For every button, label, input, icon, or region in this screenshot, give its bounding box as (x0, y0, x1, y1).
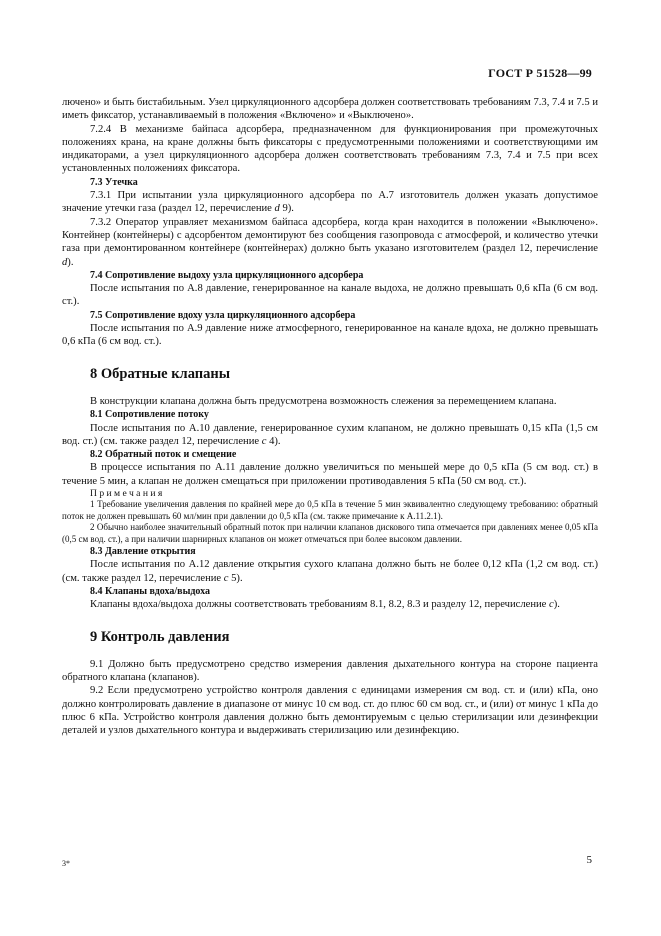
heading-7-5: 7.5 Сопротивление вдоху узла циркуляционного адсорбера (90, 309, 356, 321)
heading-8-3: 8.3 Давление открытия (90, 546, 196, 558)
heading-7-3: 7.3 Утечка (90, 176, 138, 188)
heading-8-4: 8.4 Клапаны вдоха/выдоха (90, 585, 211, 597)
section-title-9: 9 Контроль давления (90, 628, 230, 645)
paragraph-8-2: В процессе испытания по А.11 давление должно увеличиться по меньшей мере до 0,5 кПа (5 см вод. ст.) в течение 5 мин, а клапан не должен смещаться при приложении противодавления 5 кПа (50 см вод. ст.). (62, 462, 598, 487)
note-1: 1 Требование увеличения давления по крайней мере до 0,5 кПа в течение 5 мин эквивалентно следующему требованию: обратный поток не должен превышать 60 мл/мин при давлении до 0,5 кПа (см. также примечание к А.11.2.1). (62, 499, 598, 521)
paragraph-9-1: 9.1 Должно быть предусмотрено средство измерения давления дыхательного контура на стороне пациента обратного клапана (клапанов). (62, 658, 598, 684)
page-content (62, 96, 598, 738)
paragraph-7-2-4: 7.2.4 В механизме байпаса адсорбера, предназначенном для функционирования при промежуточных положениях крана, на кране должны быть фиксаторы с предусмотренными положениями и соответствующими им индикаторами, а узел циркуляционного адсорбера должен соответствовать требованиям 7.3, 7.4 и 7.5 при всех установленных положениях фиксатора. (62, 123, 598, 175)
paragraph-continuation: лючено» и быть бистабильным. Узел циркуляционного адсорбера должен соответствовать требованиям 7.3, 7.4 и 7.5 и иметь фиксатор, устанавливаемый в положения «Включено» и «Выключено». (62, 97, 598, 122)
paragraph-8-3: После испытания по А.12 давление открытия сухого клапана должно быть не более 0,12 кПа (1,2 см вод. ст.) (см. также раздел 12, перечисление c 5). (62, 559, 598, 584)
paragraph-7-5: После испытания по А.9 давление ниже атмосферного, генерированное на канале вдоха, не должно превышать 0,6 кПа (6 см вод. ст.). (62, 323, 598, 348)
paragraph-7-3-2: 7.3.2 Оператор управляет механизмом байпаса адсорбера, когда кран находится в положении «Выключено». Контейнер (контейнеры) с адсорбентом демонтируют без сообщения газопровода с атмосферой, и количество утечки газа при демонтированном контейнере (контейнерах) должно быть указано изготовителем (раздел 12, перечисление d). (62, 216, 598, 268)
paragraph-7-3-1: 7.3.1 При испытании узла циркуляционного адсорбера по А.7 изготовитель должен указать допустимое значение утечки газа (раздел 12, перечисление d 9). (62, 190, 598, 215)
page-number: 5 (586, 854, 592, 866)
heading-8-2: 8.2 Обратный поток и смещение (90, 449, 237, 461)
paragraph-9-2: 9.2 Если предусмотрено устройство контроля давления с единицами измерения см вод. ст. и (или) кПа, оно должно контролировать давление в диапазоне от минус 10 см вод. ст. до плюс 60 см вод. ст., и (или) от минус 1 кПа до плюс 6 кПа. Устройство контроля давления должно быть демонтируемым с целью стерилизации или дезинфекции деталей и узлов дыхательного контура и выдерживать стерилизацию или дезинфекцию. (62, 685, 598, 737)
heading-8-1: 8.1 Сопротивление потоку (90, 409, 209, 421)
notes-title: Примечания (90, 488, 165, 500)
paragraph-8-4: Клапаны вдоха/выдоха должны соответствовать требованиям 8.1, 8.2, 8.3 и разделу 12, перечисление c). (90, 599, 560, 611)
note-2: 2 Обычно наиболее значительный обратный поток при наличии клапанов дискового типа отмечается при давлениях менее 0,05 кПа (0,5 см вод. ст.), а при наличии шарнирных клапанов он может отмечаться при более высоком давлении. (62, 522, 598, 544)
paragraph-7-4: После испытания по А.8 давление, генерированное на канале выдоха, не должно превышать 0,6 кПа (6 см вод. ст.). (62, 283, 598, 308)
document-header: ГОСТ Р 51528—99 (488, 66, 592, 80)
paragraph-8-1: После испытания по А.10 давление, генерированное сухим клапаном, не должно превышать 0,15 кПа (1,5 см вод. ст.) (см. также раздел 12, перечисление c 4). (62, 422, 598, 447)
paragraph-8: В конструкции клапана должна быть предусмотрена возможность слежения за перемещением клапана. (90, 395, 557, 407)
heading-7-4: 7.4 Сопротивление выдоху узла циркуляционного адсорбера (90, 269, 364, 281)
section-title-8: 8 Обратные клапаны (90, 365, 231, 382)
sheet-mark: 3* (62, 859, 70, 868)
